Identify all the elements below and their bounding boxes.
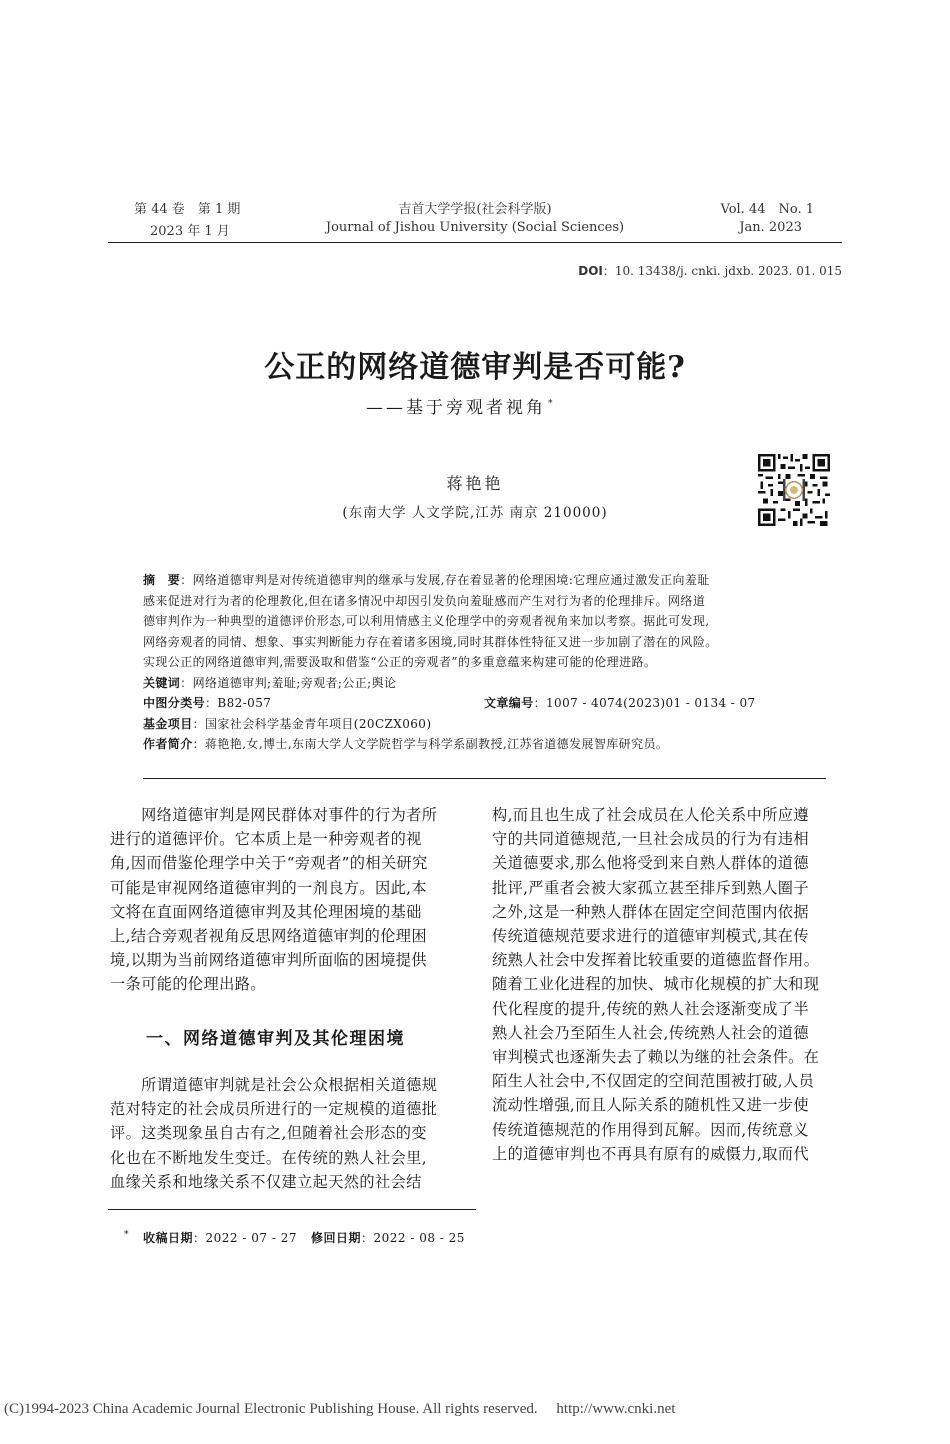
body-line: 血缘关系和地缘关系不仅建立起天然的社会结 — [110, 1172, 422, 1191]
copyright-notice: (C)1994-2023 China Academic Journal Electronic Publishing House. All rights reserved. http://www.cnki.net — [4, 1401, 676, 1417]
keywords-label: 关键词 — [143, 675, 181, 690]
issue-date-en: Jan. 2023 — [739, 220, 802, 235]
doi-label: DOI — [578, 264, 603, 278]
footnote — [124, 1229, 465, 1246]
body-line: 之外,这是一种熟人群体在固定空间范围内依据 — [492, 902, 809, 921]
section-heading: 一、网络道德审判及其伦理困境 — [146, 1029, 405, 1049]
body-line: 角,因而借鉴伦理学中关于“旁观者”的相关研究 — [110, 854, 428, 873]
body-line: 陌生人社会中,不仅固定的空间范围被打破,人员 — [492, 1072, 815, 1091]
clc-label: 中图分类号 — [143, 696, 206, 710]
volume-issue-en: Vol. 44 No. 1 — [720, 202, 814, 217]
author-name: 蒋艳艳 — [446, 474, 504, 493]
qr-code-icon[interactable] — [758, 454, 830, 526]
clc-value: ：B82-057 — [205, 696, 272, 710]
abstract-line-3: 德审判作为一种典型的道德评价形态,可以利用情感主义伦理学中的旁观者视角来加以考察。据此可发现, — [143, 614, 710, 628]
body-line: 守的共同道德规范,一旦社会成员的行为有违相 — [492, 830, 809, 849]
body-line: 网络道德审判是网民群体对事件的行为者所 — [110, 806, 438, 824]
doi-line[interactable] — [500, 262, 842, 279]
received-date: ：2022 - 07 - 27 — [193, 1231, 297, 1245]
abstract-line-1: 摘 要：网络道德审判是对传统道德审判的继承与发展,存在着显著的伦理困境:它理应通过激发正向羞耻 — [143, 573, 710, 587]
received-label: 收稿日期 — [143, 1231, 194, 1245]
body-line: 上的道德审判也不再具有原有的威慑力,取而代 — [492, 1144, 809, 1163]
body-line: 一条可能的伦理出路。 — [110, 975, 266, 994]
author-bio-label: 作者简介 — [143, 737, 193, 751]
abstract-rule — [143, 778, 826, 779]
subtitle-text: ——基于旁观者视角 — [366, 398, 546, 418]
abstract-label: 摘 要 — [143, 573, 181, 587]
header-rule — [108, 242, 842, 243]
left-column-intro — [110, 803, 437, 997]
body-line: 关道德要求,那么他将受到来自熟人群体的道德 — [492, 854, 809, 873]
article-subtitle — [366, 393, 556, 418]
body-line: 上,结合旁观者视角反思网络道德审判的伦理困 — [110, 927, 427, 946]
body-line: 流动性增强,而且人际关系的随机性又进一步使 — [492, 1096, 809, 1115]
doi-value: ：10. 13438/j. cnki. jdxb. 2023. 01. 015 — [602, 264, 842, 278]
abstract-line-4: 网络旁观者的同情、想象、事实判断能力存在着诸多困境,同时其群体性特征又进一步加剧了潜在的风险。 — [143, 634, 718, 649]
footnote-rule — [108, 1209, 476, 1210]
body-line: 所谓道德审判就是社会公众根据相关道德规 — [110, 1076, 438, 1094]
author-affiliation: (东南大学 人文学院,江苏 南京 210000) — [342, 505, 608, 521]
revised-date: ：2022 - 08 - 25 — [360, 1231, 465, 1245]
author-bio: 作者简介：蒋艳艳,女,博士,东南大学人文学院哲学与科学系副教授,江苏省道德发展智库研究员。 — [143, 737, 669, 751]
fund-label: 基金项目 — [143, 716, 193, 731]
body-line: 熟人社会乃至陌生人社会,传统熟人社会的道德 — [492, 1023, 809, 1042]
title-note-mark: * — [548, 399, 556, 410]
body-line: 范对特定的社会成员所进行的一定规模的道德批 — [110, 1100, 438, 1119]
body-line: 随着工业化进程的加快、城市化规模的扩大和现 — [492, 975, 820, 994]
revised-label: 修回日期 — [310, 1231, 361, 1245]
right-column-text — [492, 803, 819, 1166]
body-line: 可能是审视网络道德审判的一剂良方。因此,本 — [110, 878, 427, 897]
body-line: 审判模式也逐渐失去了赖以为继的社会条件。在 — [492, 1048, 820, 1067]
issue-date: 2023 年 1 月 — [150, 224, 230, 239]
body-line: 文将在直面网络道德审判及其伦理困境的基础 — [110, 902, 422, 921]
abstract-line-5: 实现公正的网络道德审判,需要汲取和借鉴“公正的旁观者”的多重意蕴来构建可能的伦理进路。 — [143, 655, 657, 669]
body-line: 批评,严重者会被大家孤立甚至排斥到熟人圈子 — [492, 878, 809, 897]
article-number-label: 文章编号 — [484, 696, 534, 710]
body-line: 代化程度的提升,传统的熟人社会逐渐变成了半 — [492, 999, 809, 1018]
keywords: 关键词：网络道德审判;羞耻;旁观者;公正;舆论 — [143, 675, 397, 690]
journal-title-cn: 吉首大学学报(社会科学版) — [398, 202, 552, 217]
fund: 基金项目：国家社会科学基金青年项目(20CZX060) — [143, 716, 432, 731]
body-line: 化也在不断地发生变迁。在传统的熟人社会里, — [110, 1148, 427, 1167]
classification-row — [143, 693, 756, 714]
abstract — [143, 570, 756, 755]
body-line: 传统道德规范要求进行的道德审判模式,其在传 — [492, 927, 809, 946]
volume-issue: 第 44 卷 第 1 期 — [134, 202, 241, 217]
article-title: 公正的网络道德审判是否可能? — [264, 350, 686, 385]
abstract-line-2: 感来促进对行为者的伦理教化,但在诸多情况中却因引发负向羞耻感而产生对行为者的伦理排斥。网络道 — [143, 593, 706, 608]
body-line: 统熟人社会中发挥着比较重要的道德监督作用。 — [492, 951, 820, 970]
body-line: 构,而且也生成了社会成员在人伦关系中所应遵 — [492, 806, 809, 824]
footnote-mark: * — [124, 1230, 129, 1240]
body-line: 传统道德规范的作用得到瓦解。因而,传统意义 — [492, 1120, 809, 1139]
article-number: 文章编号：1007 - 4074(2023)01 - 0134 - 07 — [484, 696, 756, 710]
body-line: 评。这类现象虽自古有之,但随着社会形态的变 — [110, 1124, 427, 1143]
left-column-section-text — [110, 1073, 437, 1194]
body-line: 进行的道德评价。它本质上是一种旁观者的视 — [110, 830, 422, 849]
journal-title-en: Journal of Jishou University (Social Sciences) — [325, 220, 625, 235]
body-line: 境,以期为当前网络道德审判所面临的困境提供 — [110, 951, 427, 970]
